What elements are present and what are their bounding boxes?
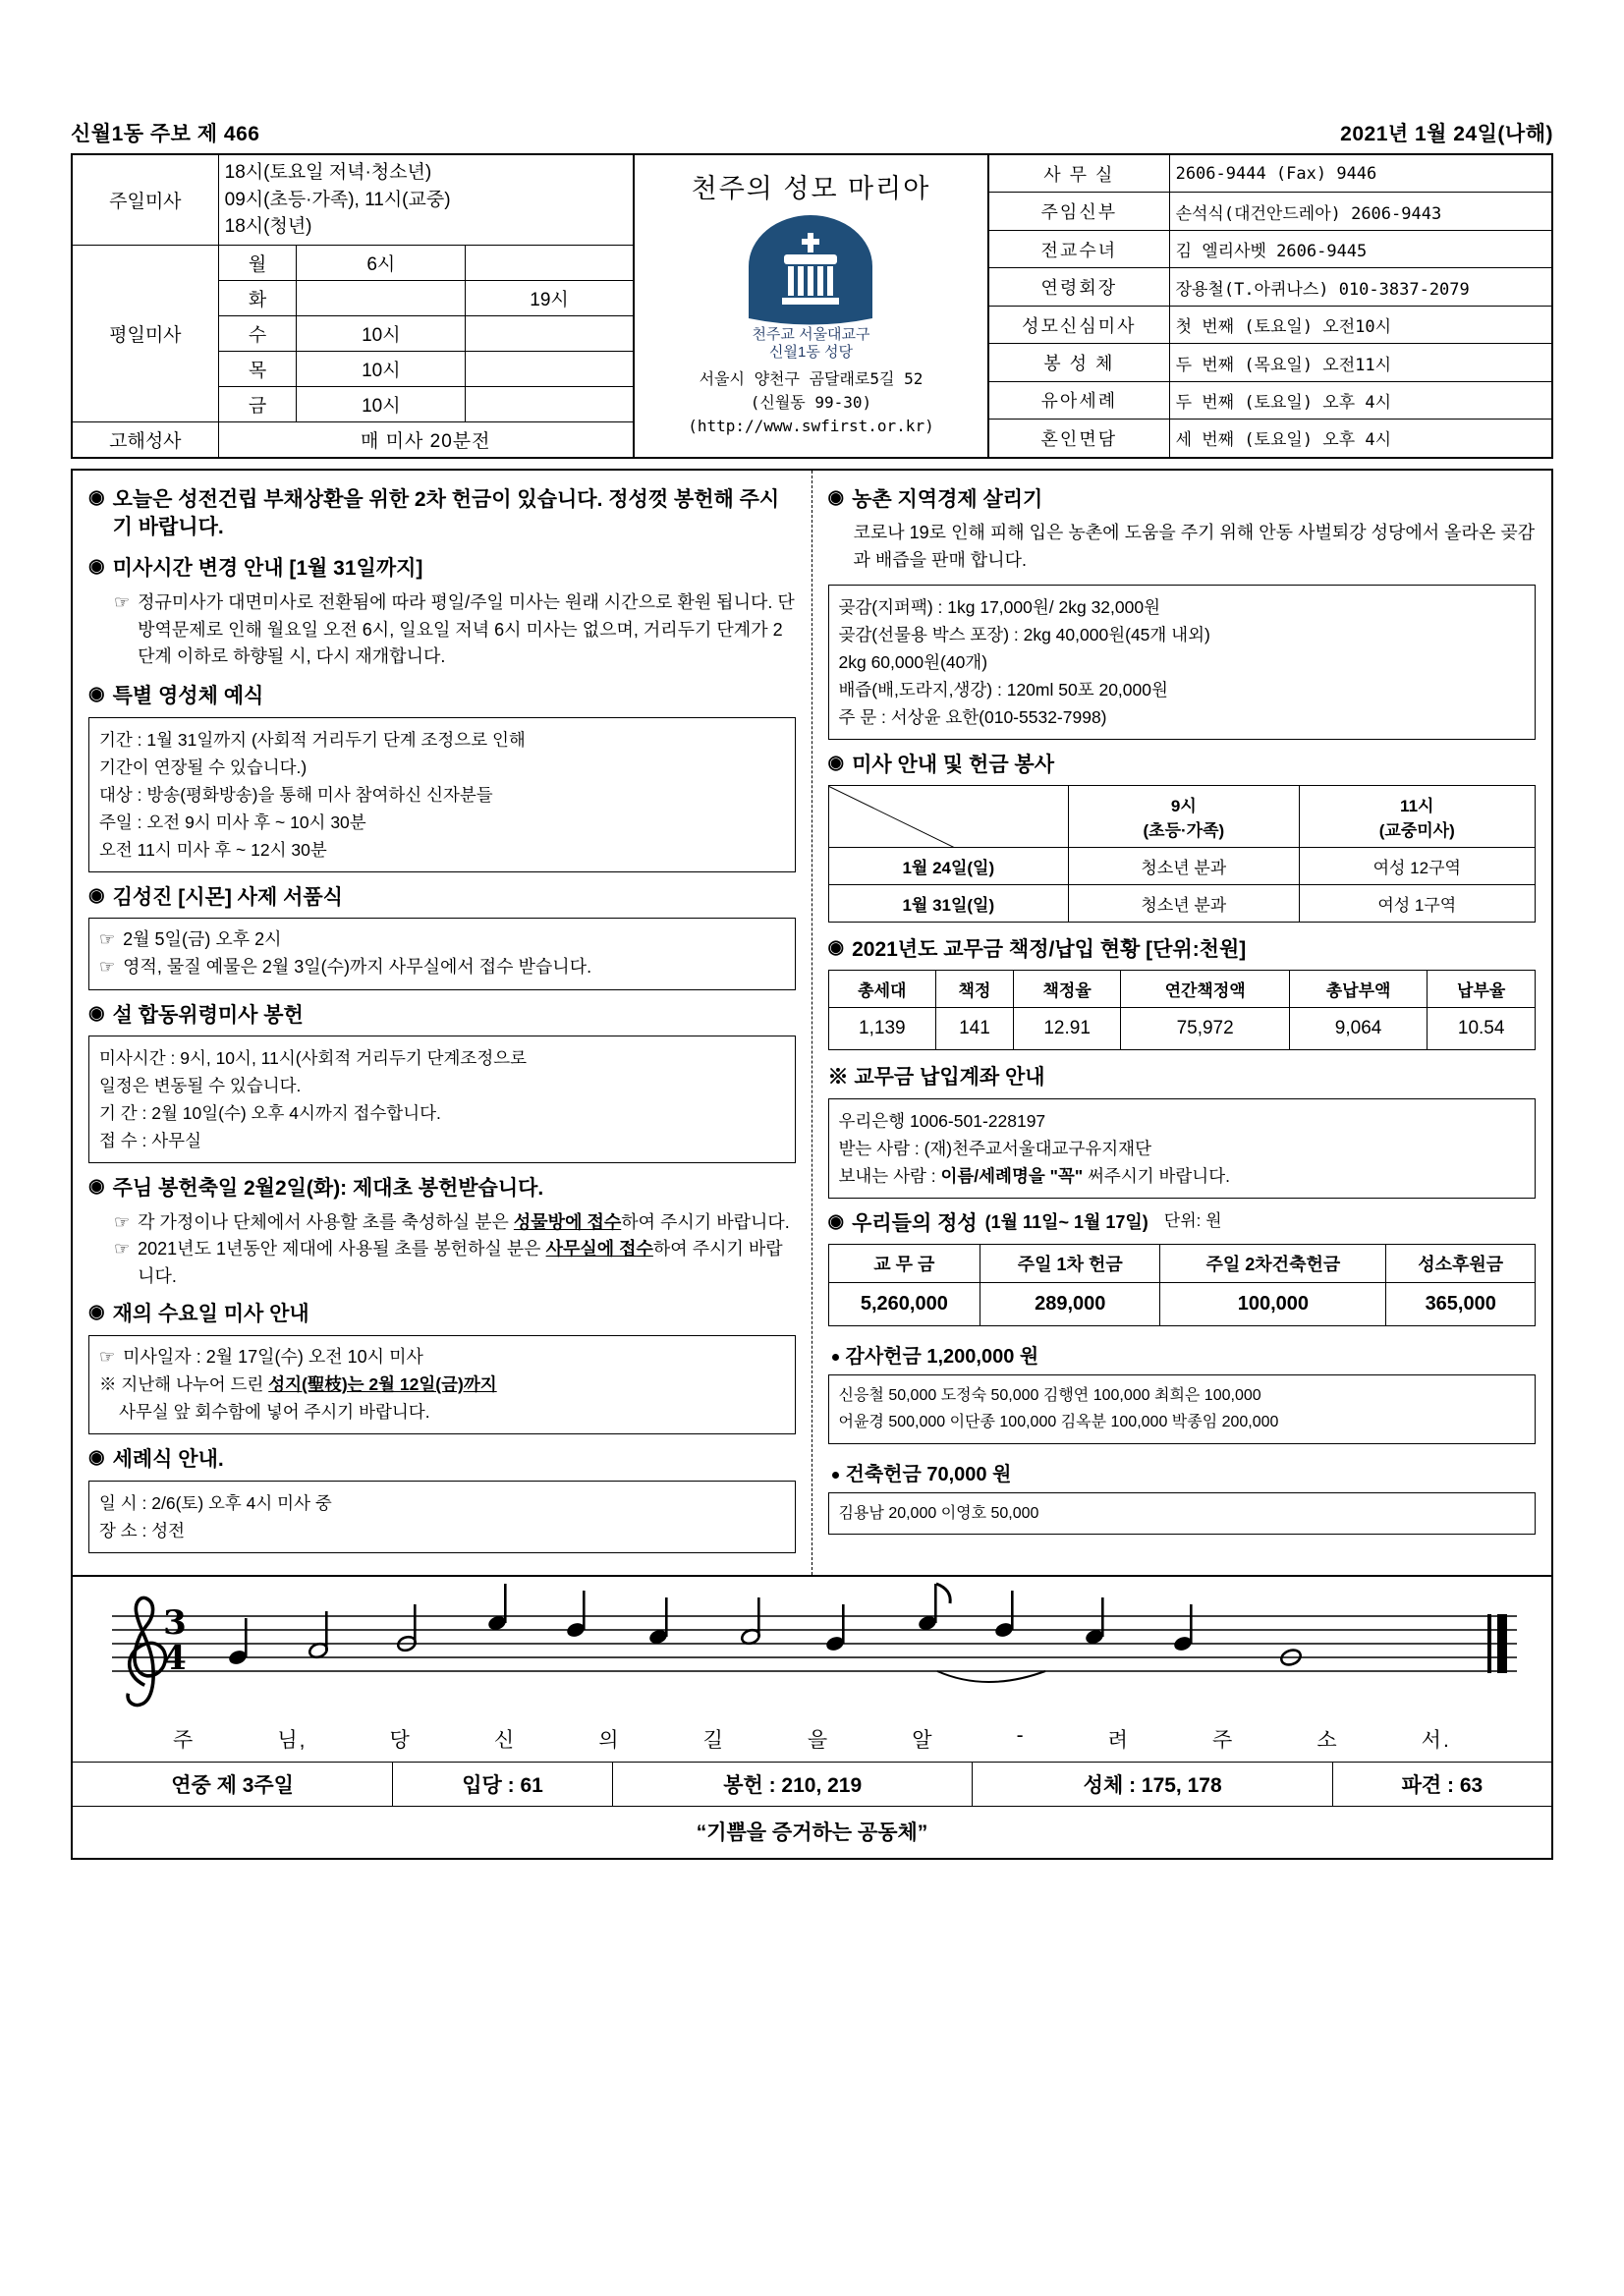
baptism-title: 세례식 안내.: [112, 1448, 224, 1472]
sunday-mass-label: 주일미사: [73, 155, 218, 245]
weekday-row-day: 월: [218, 245, 297, 280]
baptism-line: 일 시 : 2/6(토) 오후 4시 미사 중: [99, 1492, 332, 1513]
pointing-hand-icon: ☞: [99, 929, 116, 950]
ash-wednesday-box: [88, 1335, 796, 1435]
lyric-syllable: -: [1016, 1723, 1026, 1747]
section-rural-support: [828, 486, 1537, 514]
lyric-syllable: 려: [1107, 1728, 1130, 1752]
offerings-header: 교 무 금: [828, 1245, 980, 1283]
bullet-icon: ◉: [88, 1002, 105, 1024]
bullet-icon: ◉: [827, 752, 845, 773]
weekday-row-time-3: [466, 386, 633, 421]
dues-header: 책정: [936, 971, 1014, 1008]
page-header: [71, 118, 1553, 153]
weekday-row-time-1: 10시: [297, 386, 466, 421]
account-recipient-line: 받는 사람 : (재)천주교서울대교구유지재단: [838, 1138, 1151, 1158]
candle-line-2: 2021년도 1년동안 제대에 사용될 초를 봉헌하실 분은 사무실에 접수하여 주시기 바랍니다.: [138, 1239, 783, 1287]
communion-hymn: 성체 : 175, 178: [973, 1762, 1332, 1806]
dues-value: 141: [936, 1008, 1014, 1050]
contact-table: [989, 155, 1551, 457]
confession-value: 매 미사 20분전: [218, 421, 633, 457]
sunday-time-2: 09시(초등·가족), 11시(교중): [224, 189, 451, 210]
weekday-row-time-1: 10시: [297, 315, 466, 351]
bulletin-date: 2021년 1월 24일(나해): [1340, 123, 1553, 145]
parish-motto: “기쁨을 증거하는 공동체”: [696, 1820, 928, 1844]
parish-script-line2: 신월1동 성당: [769, 344, 853, 361]
offerings-header: 주일 2차건축헌금: [1160, 1245, 1386, 1283]
section-candle-offering: [88, 1175, 796, 1203]
weekday-row-day: 수: [218, 315, 297, 351]
mass-schedule-table: [73, 155, 633, 457]
rural-price-line: 배즙(배,도라지,생강) : 120ml 50포 20,000원: [838, 679, 1168, 700]
memorial-mass-box: [88, 1036, 796, 1163]
pointing-hand-icon: ☞: [114, 1211, 131, 1232]
account-box: [828, 1098, 1537, 1199]
church-logo-icon: [737, 215, 884, 328]
contact-value: 김 엘리사벳 2606-9445: [1169, 230, 1551, 267]
ash-wednesday-row: [99, 1344, 785, 1372]
weekday-row-time-3: 19시: [466, 280, 633, 315]
lyric-syllable: 신: [493, 1728, 517, 1752]
candle-title: 주님 봉헌축일 2월2일(화): 제대초 봉헌받습니다.: [112, 1177, 544, 1201]
section-mass-service: [828, 752, 1537, 779]
ordination-line: 영적, 물질 예물은 2월 3일(수)까지 사무실에서 접수 받습니다.: [123, 956, 592, 977]
mass-time-change-title: 미사시간 변경 안내 [1월 31일까지]: [112, 557, 423, 581]
dues-header: 총납부액: [1289, 971, 1428, 1008]
mass-schedule: [73, 155, 635, 457]
bulletin-number: 신월1동 주보 제 466: [71, 123, 260, 145]
section-offerings: [828, 1210, 1537, 1238]
contact-key: 혼인면담: [989, 420, 1169, 457]
lyric-syllable: 주: [173, 1728, 196, 1752]
memorial-mass-line: 기 간 : 2월 10일(수) 오후 4시까지 접수합니다.: [99, 1103, 441, 1124]
weekday-row-time-3: [466, 315, 633, 351]
special-communion-box: [88, 717, 796, 872]
parish-logo: [737, 215, 884, 328]
pointing-hand-icon: ☞: [114, 591, 131, 612]
special-communion-line: 기간이 연장될 수 있습니다.): [99, 756, 308, 777]
hymn-lyrics: [73, 1724, 1551, 1762]
section-baptism: [88, 1446, 796, 1474]
table-row: [73, 1762, 1551, 1806]
offerings-value: 100,000: [1160, 1283, 1386, 1326]
table-row: [989, 420, 1551, 457]
contact-key: 전교수녀: [989, 230, 1169, 267]
table-header-row: [828, 971, 1536, 1008]
offerings-value: 289,000: [980, 1283, 1160, 1326]
weekday-row-time-3: [466, 245, 633, 280]
memorial-mass-line: 미사시간 : 9시, 10시, 11시(사회적 거리두기 단계조정으로: [99, 1048, 528, 1069]
dismissal-hymn: 파견 : 63: [1332, 1762, 1551, 1806]
offerings-header: 성소후원금: [1386, 1245, 1536, 1283]
parish-identity: [635, 155, 989, 457]
bullet-icon: ◉: [827, 486, 845, 508]
thanks-offering-label: 감사헌금 1,200,000 원: [832, 1340, 1537, 1369]
dues-header: 총세대: [828, 971, 936, 1008]
contact-value: 두 번째 (토요일) 오후 4시: [1169, 381, 1551, 419]
lyric-syllable: 알: [912, 1728, 934, 1752]
weekday-row-time-1: 6시: [297, 245, 466, 280]
section-ordination: [88, 884, 796, 912]
lyric-syllable: 길: [702, 1728, 725, 1752]
rural-price-line: 곶감(선물용 박스 포장) : 2kg 40,000원(45개 내외): [838, 624, 1210, 644]
ash-wednesday-line-3: 사무실 앞 회수함에 넣어 주시기 바랍니다.: [119, 1402, 430, 1423]
entrance-hymn: 입당 : 61: [393, 1762, 613, 1806]
parish-website[interactable]: (http://www.swfirst.or.kr): [688, 417, 934, 435]
table-row: [828, 885, 1536, 923]
music-staff: [73, 1577, 1551, 1724]
second-collection-text: 오늘은 성전건립 부채상환을 위한 2차 헌금이 있습니다. 정성껏 봉헌해 주시기 바랍니다.: [112, 487, 780, 538]
mass-service-11: 여성 1구역: [1299, 885, 1535, 923]
section-special-communion: [88, 683, 796, 710]
special-communion-line: 대상 : 방송(평화방송)을 통해 미사 참여하신 신자분들: [99, 784, 493, 805]
offerings-value: 5,260,000: [828, 1283, 980, 1326]
announcements-body: [71, 469, 1553, 1577]
pointing-hand-icon: ☞: [99, 956, 116, 977]
sunday-mass-times: [218, 155, 633, 245]
dues-value: 12.91: [1013, 1008, 1121, 1050]
dues-value: 9,064: [1289, 1008, 1428, 1050]
mass-service-table: [828, 785, 1537, 923]
weekday-row-day: 금: [218, 386, 297, 421]
lyric-syllable: 소: [1316, 1728, 1339, 1752]
mass-service-9: 청소년 분과: [1069, 848, 1299, 885]
lyric-syllable: 의: [598, 1728, 621, 1752]
bullet-icon: ◉: [88, 556, 105, 578]
candle-row-1: [88, 1209, 796, 1237]
account-title: ※ 교무금 납입계좌 안내: [827, 1066, 1045, 1090]
sunday-time-1: 18시(토요일 저녁·청소년): [224, 162, 432, 183]
address-line-2: (신월동 99-30): [750, 393, 872, 412]
contact-info: [989, 155, 1551, 457]
mass-service-9: 청소년 분과: [1069, 885, 1299, 923]
music-section: [71, 1577, 1553, 1860]
music-notation-icon: [73, 1577, 1551, 1724]
bullet-dot-icon: [832, 1354, 839, 1361]
dues-header: 연간책정액: [1121, 971, 1289, 1008]
contact-value: 손석식(대건안드레아) 2606-9443: [1169, 193, 1551, 230]
building-offering-donors: [828, 1492, 1537, 1535]
mass-service-date: 1월 24일(일): [828, 848, 1069, 885]
ash-wednesday-line-1: 미사일자 : 2월 17일(수) 오전 10시 미사: [123, 1346, 423, 1367]
table-row: [828, 1008, 1536, 1050]
lyric-syllable: 을: [807, 1728, 830, 1752]
weekday-mass-label: 평일미사: [73, 245, 218, 421]
contact-value: 세 번째 (토요일) 오후 4시: [1169, 420, 1551, 457]
ordination-box: [88, 918, 796, 990]
dues-header: 납부율: [1428, 971, 1536, 1008]
ash-wednesday-title: 재의 수요일 미사 안내: [112, 1303, 309, 1326]
mass-service-11: 여성 12구역: [1299, 848, 1535, 885]
table-row: [828, 848, 1536, 885]
contact-key: 사 무 실: [989, 155, 1169, 193]
contact-value: 장용철(T.아퀴나스) 010-3837-2079: [1169, 268, 1551, 306]
offerings-title: 우리들의 정성: [852, 1211, 978, 1235]
dues-table: [828, 970, 1537, 1050]
baptism-line: 장 소 : 성전: [99, 1520, 186, 1540]
offerings-value: 365,000: [1386, 1283, 1536, 1326]
ordination-line: 2월 5일(금) 오후 2시: [123, 929, 282, 950]
ash-wednesday-line-2: ※ 지난해 나누어 드린 성지(聖枝)는 2월 12일(금)까지: [99, 1374, 497, 1395]
confession-label: 고해성사: [73, 421, 218, 457]
baptism-box: [88, 1481, 796, 1553]
parish-script: [752, 326, 869, 362]
contact-key: 주임신부: [989, 193, 1169, 230]
offerings-period: (1월 11일~ 1월 17일): [984, 1211, 1148, 1232]
dues-value: 75,972: [1121, 1008, 1289, 1050]
table-row: [828, 1283, 1536, 1326]
time-sig-top: 3: [163, 1602, 187, 1643]
memorial-mass-line: 일정은 변동될 수 있습니다.: [99, 1076, 302, 1096]
table-row: [989, 193, 1551, 230]
mass-service-title: 미사 안내 및 헌금 봉사: [852, 753, 1055, 776]
rural-title: 농촌 지역경제 살리기: [852, 487, 1043, 511]
table-header-row: [828, 1245, 1536, 1283]
offerings-table: [828, 1244, 1537, 1326]
offerings-unit: 단위: 원: [1163, 1210, 1222, 1230]
bullet-icon: ◉: [88, 1447, 105, 1469]
mass-service-date: 1월 31일(일): [828, 885, 1069, 923]
pointing-hand-icon: ☞: [114, 1239, 131, 1260]
liturgical-day: 연중 제 3주일: [73, 1762, 393, 1806]
lyric-syllable: 서.: [1421, 1728, 1451, 1752]
weekday-row-day: 목: [218, 351, 297, 386]
mass-time-change-body-row: [88, 589, 796, 672]
rural-price-line: 2kg 60,000원(40개): [838, 651, 988, 672]
donor-line: 김용남 20,000 이영호 50,000: [838, 1504, 1039, 1522]
mass-service-corner-cell: [828, 786, 1069, 848]
offertory-hymn: 봉헌 : 210, 219: [612, 1762, 972, 1806]
bullet-dot-icon: [832, 1472, 839, 1479]
donor-line: 신응철 50,000 도정숙 50,000 김행연 100,000 최희은 100,000: [838, 1387, 1261, 1405]
memorial-mass-line: 접 수 : 사무실: [99, 1131, 201, 1151]
contact-value: 첫 번째 (토요일) 오전10시: [1169, 306, 1551, 343]
section-second-collection: [88, 486, 796, 542]
parish-script-line1: 천주교 서울대교구: [752, 326, 870, 343]
table-row: [989, 344, 1551, 381]
account-bank-line: 우리은행 1006-501-228197: [838, 1110, 1046, 1131]
bullet-icon: ◉: [88, 486, 105, 508]
ordination-row: [99, 954, 785, 981]
section-memorial-mass: [88, 1002, 796, 1030]
ordination-row: [99, 926, 785, 954]
weekday-row-day: 화: [218, 280, 297, 315]
candle-line-1: 각 가정이나 단체에서 사용할 초를 축성하실 분은 성물방에 접수하여 주시기 바랍니다.: [138, 1211, 790, 1232]
address-line-1: 서울시 양천구 곰달래로5길 52: [699, 369, 924, 388]
contact-key: 유아세례: [989, 381, 1169, 419]
candle-row-2: [88, 1236, 796, 1291]
masthead: [71, 153, 1553, 459]
section-dues-status: [828, 936, 1537, 964]
contact-value: 2606-9444 (Fax) 9446: [1169, 155, 1551, 193]
time-sig-bottom: 4: [163, 1638, 187, 1678]
parish-address: [688, 367, 933, 438]
section-mass-time-change: [88, 555, 796, 583]
sunday-time-3: 18시(청년): [224, 216, 312, 238]
hymn-numbers-table: [73, 1762, 1551, 1807]
donor-line: 어윤경 500,000 이단종 100,000 김옥분 100,000 박종임 200,000: [838, 1414, 1279, 1431]
special-communion-line: 오전 11시 미사 후 ~ 12시 30분: [99, 839, 327, 860]
left-column: [73, 471, 812, 1575]
account-sender-line: 보내는 사람 : 이름/세례명을 "꼭" 써주시기 바랍니다.: [838, 1165, 1230, 1186]
dues-title: 2021년도 교무금 책정/납입 현황 [단위:천원]: [852, 938, 1247, 962]
special-communion-line: 기간 : 1월 31일까지 (사회적 거리두기 단계 조정으로 인해: [99, 729, 526, 750]
special-communion-line: 주일 : 오전 9시 미사 후 ~ 10시 30분: [99, 812, 366, 832]
rural-order-line: 주 문 : 서상윤 요한(010-5532-7998): [838, 706, 1107, 727]
bullet-icon: ◉: [88, 684, 105, 705]
parish-title: 천주의 성모 마리아: [691, 174, 931, 203]
section-account-info: [828, 1064, 1537, 1092]
contact-key: 연령회장: [989, 268, 1169, 306]
offerings-header: 주일 1차 헌금: [980, 1245, 1160, 1283]
contact-key: 봉 성 체: [989, 344, 1169, 381]
mass-time-change-body: 정규미사가 대면미사로 전환됨에 따라 평일/주일 미사는 원래 시간으로 환원 됩니다. 단 방역문제로 인해 월요일 오전 6시, 일요일 저녁 6시 미사는 없으며, 거리두기 단계가 2단계 이하로 하향될 시, 다시 재개합니다.: [138, 591, 795, 667]
dues-header: 책정율: [1013, 971, 1121, 1008]
table-row: [989, 268, 1551, 306]
right-column: [812, 471, 1552, 1575]
dues-value: 10.54: [1428, 1008, 1536, 1050]
mass-service-col-9: 9시 (초등·가족): [1069, 786, 1299, 848]
ordination-title: 김성진 [시몬] 사제 서품식: [112, 885, 343, 909]
dues-value: 1,139: [828, 1008, 936, 1050]
memorial-mass-title: 설 합동위령미사 봉헌: [112, 1003, 304, 1027]
contact-value: 두 번째 (목요일) 오전11시: [1169, 344, 1551, 381]
section-ash-wednesday: [88, 1301, 796, 1328]
special-communion-title: 특별 영성체 예식: [112, 685, 264, 708]
table-row: [989, 306, 1551, 343]
thanks-offering-donors: [828, 1374, 1537, 1443]
lyric-syllable: 님,: [277, 1728, 308, 1752]
table-row: [989, 155, 1551, 193]
pointing-hand-icon: ☞: [99, 1346, 116, 1367]
rural-price-line: 곶감(지퍼팩) : 1kg 17,000원/ 2kg 32,000원: [838, 596, 1161, 617]
rural-body: 코로나 19로 인해 피해 입은 농촌에 도움을 주기 위해 안동 사벌퇴강 성당에서 올라온 곶감과 배즙을 판매 합니다.: [853, 522, 1536, 570]
weekday-row-time-1: 10시: [297, 351, 466, 386]
bullet-icon: ◉: [827, 1210, 845, 1232]
bullet-icon: ◉: [88, 1302, 105, 1323]
mass-service-col-11: 11시 (교중미사): [1299, 786, 1535, 848]
bullet-icon: ◉: [88, 1176, 105, 1198]
bullet-icon: ◉: [827, 937, 845, 959]
rural-price-box: [828, 585, 1537, 740]
table-header-row: [828, 786, 1536, 848]
table-row: [989, 381, 1551, 419]
lyric-syllable: 주: [1211, 1728, 1235, 1752]
lyric-syllable: 당: [389, 1728, 412, 1752]
weekday-row-time-1: [297, 280, 466, 315]
table-row: [989, 230, 1551, 267]
weekday-row-time-3: [466, 351, 633, 386]
building-offering-label: 건축헌금 70,000 원: [832, 1458, 1537, 1486]
bullet-icon: ◉: [88, 884, 105, 906]
contact-key: 성모신심미사: [989, 306, 1169, 343]
